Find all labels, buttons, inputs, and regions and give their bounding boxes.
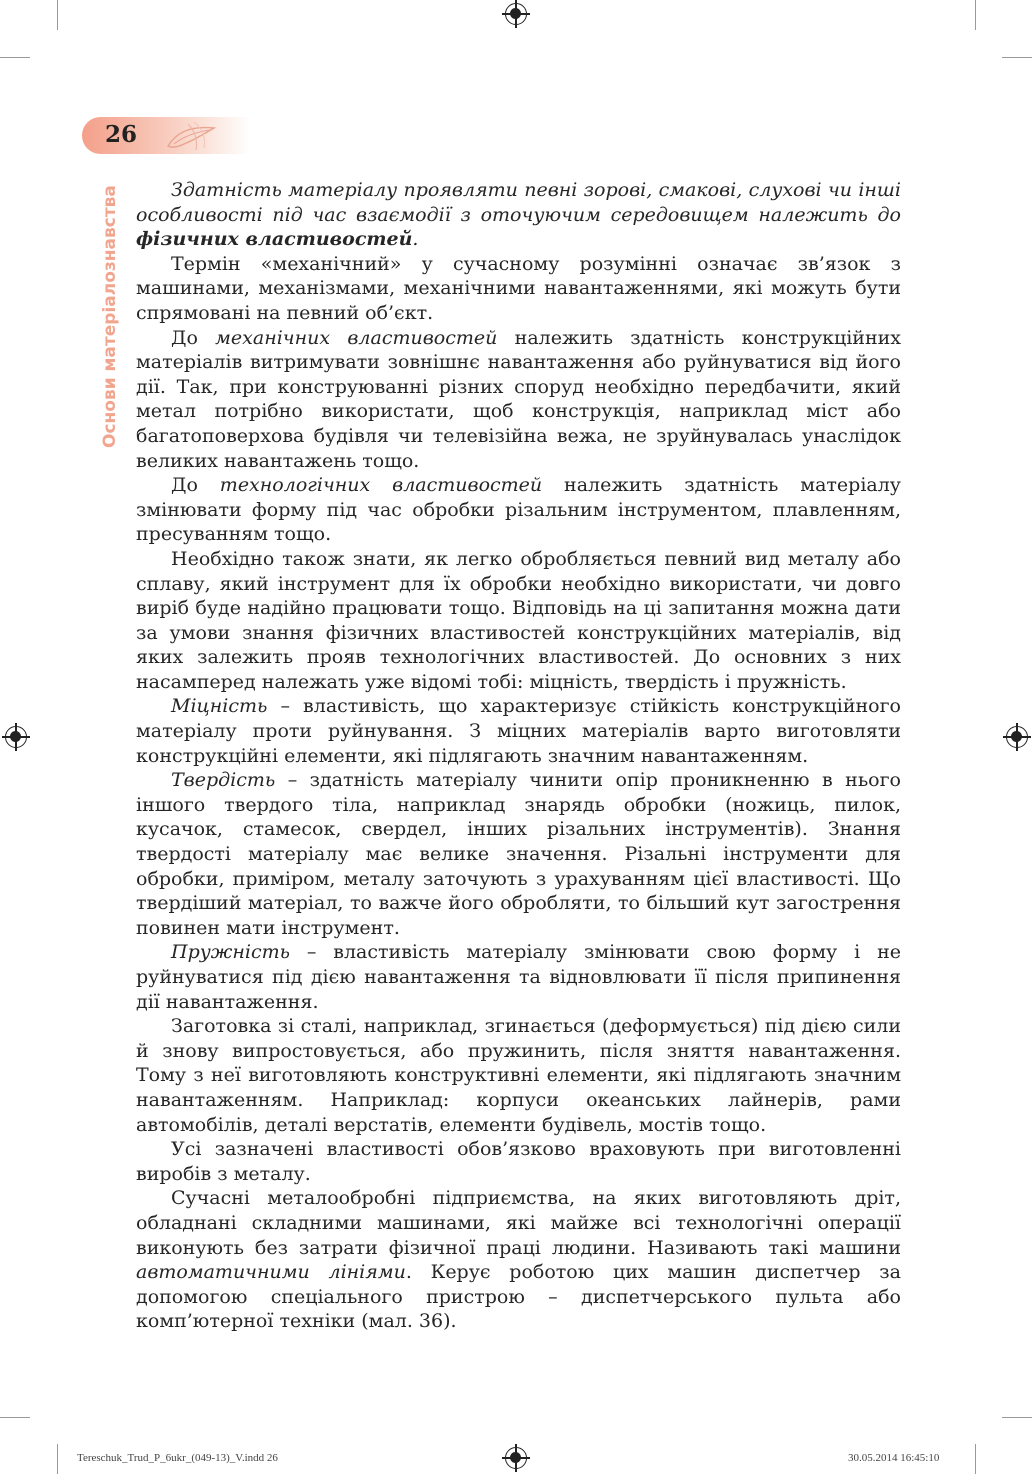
registration-mark-left-icon (5, 726, 27, 748)
text-run: До (171, 474, 220, 497)
main-text (136, 178, 901, 1334)
text-run: належить здатність матеріалу змінювати форму під час обробки різальним інструментом, плавленням, пресуванням тощо. (136, 474, 901, 546)
text-run: Здатність матеріалу проявляти певні зорові, смакові, слухові чи інші особливості під час взаємодії з оточуючим середовищем належить до (136, 179, 901, 226)
footer-file-name: Tereschuk_Trud_P_6ukr_(049-13)_V.indd 26 (77, 1452, 278, 1464)
text-run: Усі зазначені властивості обов’язково враховують при виготовленні виробів з металу. (136, 1138, 901, 1185)
text-run: технологічних властивостей (219, 474, 543, 497)
crop-mark-top-left (57, 0, 58, 30)
text-run: Пружність (171, 941, 290, 964)
text-run: – здатність матеріалу чинити опір проникненню в нього іншого твердого тіла, наприклад знарядь обробки (ножиць, пилок, кусачок, стамесок, свердел, інших різальних інструментів). Знання твердості матеріалу має велике значення. Різальні інструменти для обробки, приміром, металу заточують з урахуванням цієї властивості. Що твердіший матеріал, то важче його обробляти, то більший кут загострення повинен мати інструмент. (136, 769, 901, 939)
crop-mark-bottom-right (975, 1444, 976, 1474)
paragraph (136, 1014, 901, 1137)
footer-datetime: 30.05.2014 16:45:10 (848, 1452, 940, 1464)
paragraph (136, 768, 901, 940)
paragraph (136, 547, 901, 695)
paragraph (136, 473, 901, 547)
registration-mark-right-icon (1006, 726, 1028, 748)
text-run: Термін «механічний» у сучасному розумінні означає зв’язок з машинами, механізмами, механічними навантаженнями, які можуть бути спрямовані на певний об’єкт. (136, 252, 901, 324)
text-run: Твердість (171, 769, 276, 792)
paragraph (136, 940, 901, 1014)
crop-mark-right-bottom (1002, 1417, 1032, 1418)
text-run: належить здатність конструкційних матеріалів витримувати зовнішнє навантаження або руйнуватися від його дії. Так, при конструюванні різних споруд необхідно передбачити, який метал потрібно використати, щоб конструкція, наприклад міст або багатоповерхова будівля чи телевізійна вежа, не зруйнувалась унаслідок великих навантажень тощо. (136, 326, 901, 472)
text-run: Міцність (171, 695, 268, 718)
paragraph (136, 1137, 901, 1186)
crop-mark-right-top (1002, 57, 1032, 58)
registration-mark-top-icon (505, 3, 527, 25)
paragraph (136, 326, 901, 474)
text-run: . (412, 228, 419, 251)
paragraph (136, 694, 901, 768)
text-run: Заготовка зі сталі, наприклад, згинається (деформується) під дією сили й знову випростовується, або пружинить, після зняття навантаження. Тому з неї виготовляють конструктивні елементи, які підлягають значним навантаженням. Наприклад: корпуси океанських лайнерів, рами автомобілів, деталі верстатів, елементи будівель, мостів тощо. (136, 1015, 901, 1136)
text-run: Сучасні металообробні підприємства, на яких виготовляють дріт, обладнані складними машинами, які майже всі технологічні операції виконують без затрати фізичної праці людини. Називають такі машини (136, 1187, 901, 1259)
crop-mark-top-right (975, 0, 976, 30)
page-number: 26 (105, 121, 138, 148)
text-run: механічних властивостей (215, 326, 498, 349)
text-run: фізичних властивостей (136, 228, 413, 251)
section-side-label: Основи матеріалознавства (100, 185, 120, 448)
crop-mark-left-bottom (0, 1417, 30, 1418)
paragraph (136, 178, 901, 252)
paragraph (136, 1186, 901, 1334)
crop-mark-left-top (0, 57, 30, 58)
text-run: – властивість, що характеризує стійкість конструкційного матеріалу проти руйнування. З міцних матеріалів варто виготовляти конструкційні елементи, які підлягають значним навантаженням. (136, 695, 901, 767)
crop-mark-bottom-left (57, 1444, 58, 1474)
text-run: – властивість матеріалу змінювати свою форму і не руйнуватися під дією навантаження та відновлювати її після припинення дії навантаження. (136, 941, 901, 1013)
text-run: . Керує роботою цих машин диспетчер за допомогою спеціального пристрою – диспетчерського пульта або комп’ютерної техніки (мал. 36). (136, 1261, 901, 1333)
text-run: До (171, 326, 216, 349)
paragraph (136, 252, 901, 326)
text-run: Необхідно також знати, як легко обробляється певний вид металу або сплаву, який інструмент для їх обробки необхідно використати, чи довго виріб буде надійно працювати тощо. Відповідь на ці запитання можна дати за умови знання фізичних властивостей конструкційних матеріалів, від яких залежить прояв технологічних властивостей. До основних з них насамперед належать уже відомі тобі: міцність, твердість і пружність. (136, 547, 901, 693)
feather-ornament-icon (164, 120, 220, 154)
registration-mark-bottom-icon (505, 1447, 527, 1469)
text-run: автоматичними лініями (136, 1261, 406, 1284)
